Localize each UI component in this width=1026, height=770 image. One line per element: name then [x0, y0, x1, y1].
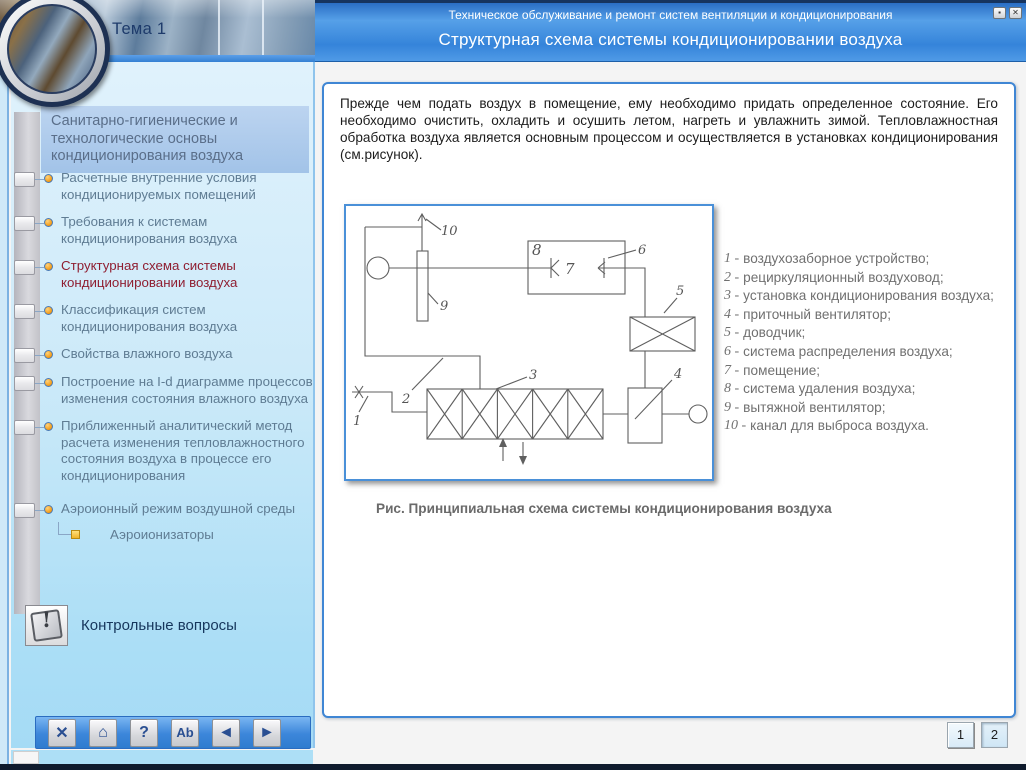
- connector-line: [35, 510, 44, 511]
- exit-icon[interactable]: ✕: [48, 719, 76, 747]
- bullet-icon: [44, 350, 53, 359]
- progress-square[interactable]: [14, 376, 35, 391]
- exclamation-glyph: !: [41, 607, 52, 632]
- sidebar-item-label: Свойства влажного воздуха: [61, 346, 233, 361]
- page-button-2[interactable]: 2: [981, 722, 1008, 748]
- connector-line: [35, 383, 44, 384]
- sidebar-nav: [14, 170, 314, 546]
- air-conditioning-scheme-svg: [346, 206, 712, 479]
- page-button-1[interactable]: 1: [947, 722, 974, 748]
- exclamation-icon[interactable]: [25, 605, 68, 646]
- legend-item: [724, 380, 1014, 399]
- connector-line: [35, 179, 44, 180]
- banner-seam: [218, 0, 220, 55]
- progress-square[interactable]: [14, 348, 35, 363]
- sidebar-item-postroenie[interactable]: [14, 374, 314, 407]
- legend-number: 4 -: [724, 306, 740, 322]
- legend-number: 2 -: [724, 269, 740, 285]
- diagram-label-7: 7: [565, 260, 575, 278]
- content-panel: [322, 82, 1016, 718]
- legend-number: 8 -: [724, 381, 740, 397]
- navigation-toolbar: [35, 716, 311, 749]
- legend-item: [724, 269, 1014, 288]
- progress-square[interactable]: [14, 216, 35, 231]
- diagram-label-8: 8: [532, 241, 542, 259]
- subitem-bullet-icon: [71, 530, 80, 539]
- sidebar-bottom-strip: [11, 750, 313, 765]
- sidebar-item-raschetnye[interactable]: [14, 170, 314, 203]
- sidebar-subitem-aeroionizatory[interactable]: [58, 522, 314, 546]
- progress-square[interactable]: [14, 304, 35, 319]
- legend-item: [724, 250, 1014, 269]
- legend-text: приточный вентилятор;: [743, 306, 891, 322]
- figure-legend: [724, 250, 1014, 436]
- diagram-label-10: 10: [441, 224, 458, 239]
- legend-item: [724, 324, 1014, 343]
- corner-square: [13, 751, 39, 764]
- legend-number: 1 -: [724, 251, 740, 266]
- legend-number: 3 -: [724, 288, 740, 304]
- sidebar-left-edge: [0, 62, 9, 765]
- bullet-icon: [44, 378, 53, 387]
- chapter-title: Санитарно-гигиенические и технологические основы кондиционирования воздуха: [41, 106, 309, 173]
- bullet-icon: [44, 262, 53, 271]
- glossary-icon[interactable]: Ab: [171, 719, 199, 747]
- connector-line: [35, 267, 44, 268]
- home-icon[interactable]: ⌂: [89, 719, 117, 747]
- body-paragraph: Прежде чем подать воздух в помещение, ему необходимо придать определенное состояние. Его необходимо очистить, охладить и осушить летом, нагреть и увлажнить зимой. Тепловлажностная обработка воздуха является основным процессом и осуществляется в установках кондиционирования (см.рисунок).: [340, 96, 998, 162]
- legend-text: вытяжной вентилятор;: [743, 399, 886, 415]
- diagram-label-2: 2: [402, 392, 411, 407]
- sidebar-item-priblizhennyy[interactable]: [14, 418, 314, 484]
- sidebar-item-svoystva[interactable]: [14, 346, 314, 363]
- legend-number: 6 -: [724, 343, 740, 359]
- legend-text: система удаления воздуха;: [743, 381, 916, 397]
- legend-item: [724, 306, 1014, 325]
- legend-text: система распределения воздуха;: [743, 343, 953, 359]
- legend-text: канал для выброса воздуха.: [750, 418, 929, 434]
- sidebar-item-strukturnaya-active[interactable]: [14, 258, 314, 291]
- legend-item: [724, 399, 1014, 418]
- forward-icon[interactable]: ►: [253, 719, 281, 747]
- minimize-icon[interactable]: ▪: [993, 7, 1006, 19]
- progress-square[interactable]: [14, 420, 35, 435]
- legend-text: воздухозаборное устройство;: [743, 251, 930, 266]
- sidebar-item-aeroionnyy[interactable]: [14, 501, 314, 518]
- bullet-icon: [44, 306, 53, 315]
- legend-number: 10 -: [724, 418, 747, 434]
- legend-item: [724, 287, 1014, 306]
- sidebar-subitem-label: Аэроионизаторы: [110, 526, 214, 542]
- progress-square[interactable]: [14, 172, 35, 187]
- connector-line: [35, 223, 44, 224]
- diagram-label-9: 9: [440, 299, 449, 314]
- control-questions-button[interactable]: [25, 605, 237, 646]
- emblem-photo: [7, 4, 97, 94]
- sidebar-item-label: Аэроионный режим воздушной среды: [61, 501, 296, 516]
- legend-item: [724, 417, 1014, 436]
- legend-text: рециркуляционный воздуховод;: [743, 269, 944, 285]
- sidebar-item-label: Требования к системам кондиционирования воздуха: [61, 214, 238, 246]
- connector-elbow: [58, 522, 71, 535]
- legend-text: доводчик;: [743, 325, 806, 341]
- back-icon[interactable]: ◄: [212, 719, 240, 747]
- figure-caption: Рис. Принципиальная схема системы кондиционирования воздуха: [376, 501, 832, 516]
- sidebar: [11, 62, 315, 748]
- legend-number: 5 -: [724, 325, 740, 341]
- course-title: Техническое обслуживание и ремонт систем вентиляции и кондиционирования: [448, 8, 893, 22]
- diagram-label-1: 1: [353, 414, 362, 429]
- sidebar-item-label: Приближенный аналитический метод расчета изменения тепловлажностного состояния воздуха в процессе его кондиционирования: [61, 418, 305, 483]
- connector-line: [35, 427, 44, 428]
- legend-text: помещение;: [743, 362, 821, 378]
- sidebar-item-label: Расчетные внутренние условия кондиционируемых помещений: [61, 170, 257, 202]
- bullet-icon: [44, 174, 53, 183]
- connector-line: [35, 355, 44, 356]
- diagram-label-4: 4: [674, 367, 683, 382]
- legend-number: 7 -: [724, 362, 740, 378]
- sidebar-item-label: Классификация систем кондиционирования воздуха: [61, 302, 238, 334]
- schematic-diagram: [344, 204, 714, 481]
- sidebar-item-klassifikaciya[interactable]: [14, 302, 314, 335]
- page-title: Структурная схема системы кондиционировании воздуха: [438, 30, 903, 49]
- bullet-icon: [44, 422, 53, 431]
- bullet-icon: [44, 218, 53, 227]
- banner-seam: [262, 0, 264, 55]
- sidebar-item-trebovaniya[interactable]: [14, 214, 314, 247]
- header: [315, 0, 1026, 62]
- window-bottom-bar: [0, 764, 1026, 770]
- sidebar-item-label: Построение на I-d диаграмме процессов изменения состояния влажного воздуха: [61, 374, 313, 406]
- diagram-label-6: 6: [638, 243, 647, 258]
- help-icon[interactable]: ?: [130, 719, 158, 747]
- legend-text: установка кондиционирования воздуха;: [743, 288, 994, 304]
- diagram-label-3: 3: [529, 368, 538, 383]
- legend-item: [724, 343, 1014, 362]
- pagination: [947, 722, 1008, 748]
- close-icon[interactable]: ✕: [1009, 7, 1022, 19]
- legend-item: [724, 362, 1014, 381]
- sidebar-item-label: Структурная схема системы кондиционировании воздуха: [61, 258, 238, 290]
- progress-square[interactable]: [14, 503, 35, 518]
- topic-label: Тема 1: [112, 20, 167, 38]
- connector-line: [35, 311, 44, 312]
- bullet-icon: [44, 505, 53, 514]
- legend-number: 9 -: [724, 399, 740, 415]
- diagram-label-5: 5: [676, 284, 685, 299]
- control-questions-label: Контрольные вопросы: [81, 617, 237, 634]
- window-controls: [993, 7, 1022, 19]
- progress-square[interactable]: [14, 260, 35, 275]
